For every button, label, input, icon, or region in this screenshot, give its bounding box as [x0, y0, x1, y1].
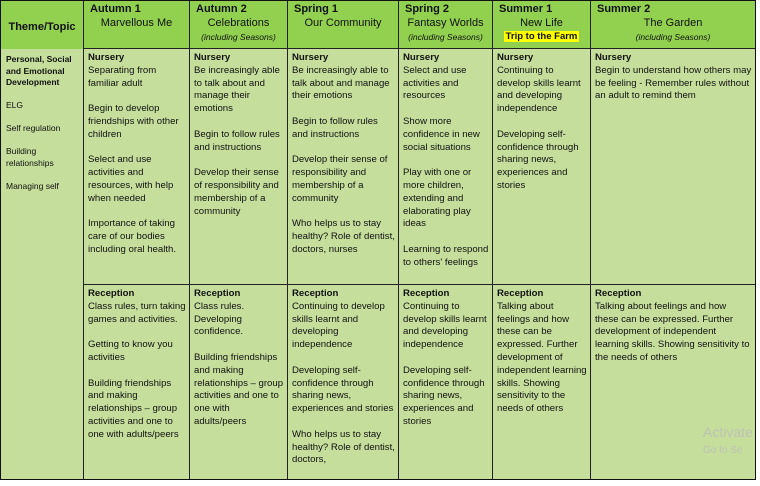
activation-watermark: Activate [703, 424, 753, 440]
corner-header-cell [1, 1, 84, 49]
cell-text: Begin to follow rules and instructions [194, 128, 280, 153]
farm-trip-highlight: Trip to the Farm [505, 31, 578, 42]
cell-text: Developing self-confidence through sharing news, experiences and stories [403, 364, 485, 427]
nursery-label: Nursery [403, 52, 440, 63]
reception-label: Reception [292, 288, 339, 299]
nursery-cell [288, 49, 399, 285]
reception-cell [190, 285, 288, 479]
nursery-cell [493, 49, 591, 285]
cell-text: Begin to understand how others may be feeling - Remember rules without an adult to remind them [595, 64, 752, 102]
column-topic: Fantasy Worlds [407, 17, 484, 29]
cell-text: Begin to develop friendships with other children [88, 103, 179, 140]
column-season: Autumn 1 [90, 3, 141, 15]
column-season: Autumn 2 [196, 3, 247, 15]
cell-text: Develop their sense of responsibility and membership of a community [194, 167, 279, 217]
highlight-wrap [493, 31, 590, 42]
area-item: Self regulation [6, 123, 61, 133]
cell-text: Continuing to develop skills learnt and developing independence [292, 300, 385, 351]
column-topic: Celebrations [207, 17, 270, 29]
nursery-label: Nursery [497, 52, 534, 63]
cell-text: Who helps us to stay healthy? Role of dentist, doctors, [292, 428, 395, 466]
reception-cell [399, 285, 493, 479]
column-topic: New Life [520, 17, 563, 29]
spring1-header [288, 1, 399, 49]
cell-text: Developing self-confidence through sharing news, experiences and stories [497, 128, 579, 191]
cell-text: Select and use activities and resources [403, 64, 467, 102]
nursery-cell [190, 49, 288, 285]
area-description [6, 54, 80, 204]
cell-text: Learning to respond to others' feelings [403, 243, 489, 268]
nursery-label: Nursery [595, 52, 632, 63]
cell-text: Importance of taking care of our bodies including oral health. [88, 218, 177, 255]
column-topic: Marvellous Me [100, 17, 173, 29]
cell-text: Who helps us to stay healthy? Role of dentist, doctors, nurses [292, 218, 395, 255]
column-subtitle: (including Seasons) [408, 32, 483, 42]
autumn2-header [190, 1, 288, 49]
cell-text: Developing self-confidence through sharing news, experiences and stories [292, 364, 394, 415]
corner-header-label: Theme/Topic [8, 21, 76, 33]
area-cell [1, 49, 84, 479]
cell-text: Getting to know you activities [88, 339, 173, 363]
column-season: Spring 1 [294, 3, 339, 15]
reception-cell [493, 285, 591, 479]
area-item: Building relationships [6, 146, 54, 168]
cell-text: Building friendships and making relationships – group activities and one to one with adults/peers [88, 377, 179, 440]
summer2-header [591, 1, 755, 49]
column-season: Summer 1 [499, 3, 553, 15]
column-subtitle: (including Seasons) [201, 32, 276, 42]
cell-text: Class rules. Developing confidence. [194, 300, 245, 338]
column-season: Summer 2 [597, 3, 651, 15]
cell-text: Select and use activities and resources, with help when needed [88, 154, 174, 204]
cell-text: Separating from familiar adult [88, 64, 157, 89]
reception-cell [84, 285, 190, 479]
area-title: Personal, Social and Emotional Development [6, 54, 72, 87]
cell-text: Class rules, turn taking games and activities. [88, 300, 186, 325]
reception-label: Reception [403, 288, 450, 299]
reception-label: Reception [88, 288, 135, 299]
cell-text: Show more confidence in new social situations [403, 115, 480, 153]
nursery-cell [591, 49, 755, 285]
cell-text: Begin to follow rules and instructions [292, 115, 378, 140]
reception-label: Reception [497, 288, 544, 299]
column-topic: Our Community [304, 17, 382, 29]
autumn1-header [84, 1, 190, 49]
reception-label: Reception [194, 288, 241, 299]
cell-text: Talking about feelings and how these can be expressed. Further development of independent learning skills. Showing sensitivity to the needs of others [595, 300, 750, 363]
cell-text: Continuing to develop skills learnt and developing independence [497, 64, 581, 115]
spring2-header [399, 1, 493, 49]
cell-text: Develop their sense of responsibility and membership of a community [292, 154, 388, 204]
activation-watermark-sub: Go to Se [703, 445, 743, 456]
cell-text: Be increasingly able to talk about and manage their emotions [194, 64, 280, 115]
nursery-cell [399, 49, 493, 285]
reception-label: Reception [595, 288, 642, 299]
nursery-label: Nursery [194, 52, 231, 63]
nursery-label: Nursery [292, 52, 329, 63]
area-item: Managing self [6, 180, 59, 191]
cell-text: Continuing to develop skills learnt and developing independence [403, 300, 487, 351]
cell-text: Play with one or more children, extending and elaborating play ideas [403, 167, 472, 230]
summer1-header [493, 1, 591, 49]
reception-cell [288, 285, 399, 479]
nursery-cell [84, 49, 190, 285]
nursery-label: Nursery [88, 52, 125, 63]
column-subtitle: (including Seasons) [635, 32, 711, 42]
column-topic: The Garden [643, 17, 703, 29]
cell-text: Be increasingly able to talk about and manage their emotions [292, 64, 390, 102]
cell-text: Building friendships and making relationships – group activities and one to one with adults/peers [194, 351, 284, 427]
column-season: Spring 2 [405, 3, 450, 15]
area-item: ELG [6, 100, 24, 110]
cell-text: Talking about feelings and how these can be expressed. Further development of independent learning skills. Showing sensitivity to the needs of others [497, 300, 587, 415]
